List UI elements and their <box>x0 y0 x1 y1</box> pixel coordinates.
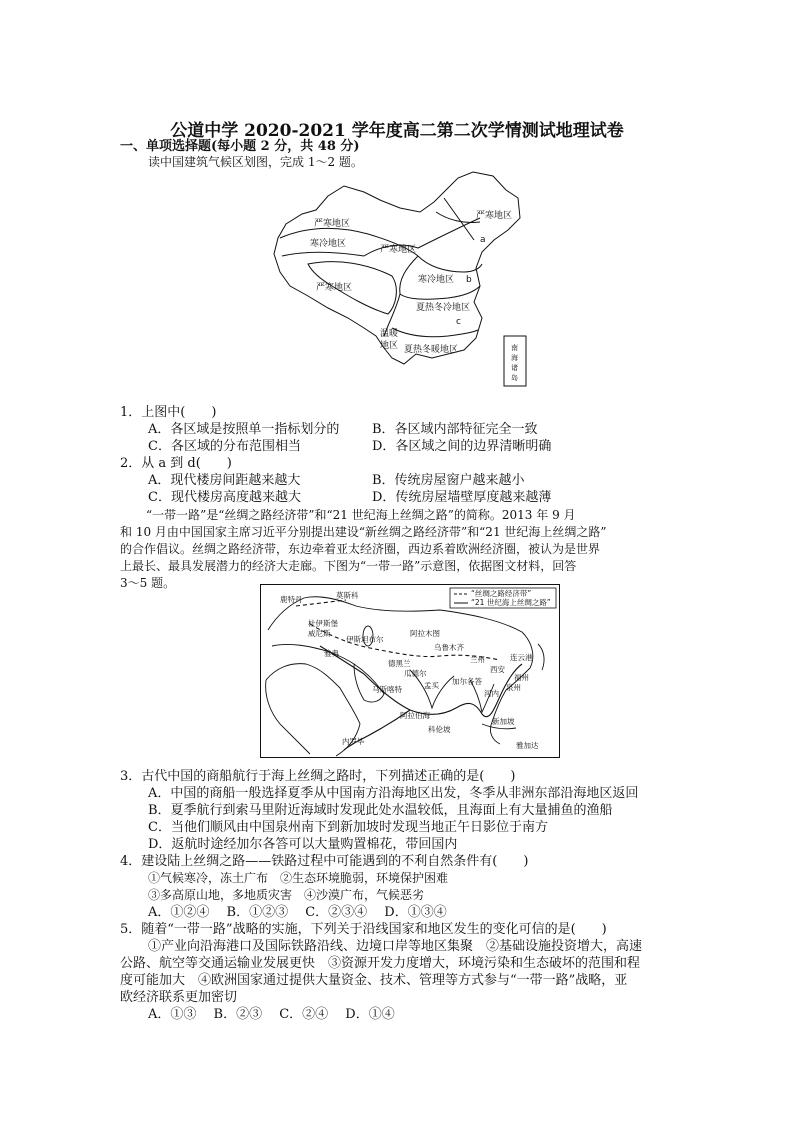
q1-option-b: B．各区域内部特征完全一致 <box>372 422 538 437</box>
section-heading: 一、单项选择题(每小题 2 分，共 48 分) <box>120 139 360 154</box>
exam-title: 公道中学 2020-2021 学年度高二第二次学情测试地理试卷 <box>170 121 624 141</box>
place-label: 福州 <box>514 673 529 682</box>
q2-stem: 2．从 a 到 d( ) <box>120 456 232 471</box>
passage-line: 上最长、最具发展潜力的经济大走廊。下图为“一带一路”示意图，依据图文材料，回答 <box>120 559 577 573</box>
passage-line: 和 10 月由中国国家主席习近平分别提出建设“新丝绸之路经济带”和“21 世纪海上丝绸之路” <box>120 525 607 539</box>
q4-stem: 4．建设陆上丝绸之路——铁路过程中可能遇到的不利自然条件有( ) <box>120 854 529 869</box>
q3-option-b: B．夏季航行到索马里附近海域时发现此处水温较低，且海面上有大量捕鱼的渔船 <box>148 803 613 818</box>
q5-line: 欧经济联系更加密切 <box>120 990 238 1005</box>
legend-entry: “丝绸之路经济带” <box>471 589 532 598</box>
region-label: 寒冷地区 <box>418 275 455 285</box>
place-label: 科伦坡 <box>428 725 451 734</box>
place-label: 兰州 <box>470 655 485 664</box>
q3-option-d: D．返航时途经加尔各答可以大量购置棉花，带回国内 <box>148 837 458 852</box>
place-label: 乌鲁木齐 <box>434 643 464 652</box>
q3-option-c: C．当他们顺风由中国泉州南下到新加坡时发现当地正午日影位于南方 <box>148 820 548 835</box>
place-label: 河内 <box>484 689 499 698</box>
passage-line: “一带一路”是“丝绸之路经济带”和“21 世纪海上丝绸之路”的简称。2013 年 9 月 <box>146 508 576 522</box>
inset-label: 海 <box>511 354 518 362</box>
region-label: 夏热冬暖地区 <box>404 345 459 355</box>
q4-options-line: ①气候寒冷，冻土广布 ②生态环境脆弱，环境保护困难 <box>148 871 449 885</box>
inset-label: 岛 <box>511 374 518 382</box>
q1-option-a: A．各区域是按照单一指标划分的 <box>148 422 340 437</box>
place-label: 杜伊斯堡 <box>308 619 338 628</box>
place-label: 鹿特丹 <box>280 595 303 604</box>
q3-option-a: A．中国的商船一般选择夏季从中国南方沿海地区出发，冬季从非洲东部沿海地区返回 <box>148 786 639 801</box>
place-label: 瓜德尔 <box>404 669 427 678</box>
place-label: 雅典 <box>324 649 339 658</box>
legend-entry: “21 世纪海上丝绸之路” <box>471 598 551 607</box>
place-label: 威尼斯 <box>308 629 331 638</box>
q5-line: 度可能加大 ④欧洲国家通过提供大量资金、技术、管理等方式参与“一带一路”战略，亚 <box>120 973 628 988</box>
place-label: 加尔各答 <box>452 677 482 686</box>
region-label: 寒冷地区 <box>310 239 347 249</box>
q5-line: ①产业向沿海港口及国际铁路沿线、边境口岸等地区集聚 ②基础设施投资增大，高速 <box>148 939 643 954</box>
q3-stem: 3．古代中国的商船航行于海上丝绸之路时，下列描述正确的是( ) <box>120 769 516 784</box>
point-label: b <box>466 275 472 285</box>
place-label: 伊斯坦布尔 <box>346 635 384 644</box>
q4-options-line: ③多高原山地，多地质灾害 ④沙漠广布，气候恶劣 <box>148 888 425 902</box>
region-label: 地区 <box>380 341 399 351</box>
inset-label: 诸 <box>511 364 518 372</box>
inset-label: 南 <box>511 344 518 352</box>
place-label: 雅加达 <box>516 741 539 750</box>
place-label: 新加坡 <box>492 717 515 726</box>
place-label: 莫斯科 <box>336 591 359 600</box>
place-label: 西安 <box>490 665 505 674</box>
place-label: 内罗毕 <box>342 737 365 746</box>
q1-option-d: D．各区域之间的边界清晰明确 <box>372 439 552 454</box>
q2-option-a: A．现代楼房间距越来越大 <box>148 473 301 488</box>
place-label: 泉州 <box>506 683 521 692</box>
q1-option-c: C．各区域的分布范围相当 <box>148 439 301 454</box>
place-label: 德黑兰 <box>388 659 411 668</box>
place-label: 马斯喀特 <box>372 685 402 694</box>
point-label: c <box>456 317 461 327</box>
q2-option-b: B．传统房屋窗户越来越小 <box>372 473 525 488</box>
region-label: 温暖 <box>380 329 399 339</box>
region-label: 严寒地区 <box>380 245 417 255</box>
q2-option-c: C．现代楼房高度越来越大 <box>148 490 301 505</box>
place-label: 阿拉木图 <box>410 629 440 638</box>
belt-road-map <box>260 584 560 758</box>
q5-stem: 5．随着“一带一路”战略的实施，下列关于沿线国家和地区发生的变化可信的是( ) <box>120 922 607 937</box>
china-climate-map <box>268 168 530 400</box>
q4-choices: A．①②④ B．①②③ C．②③④ D．①③④ <box>148 905 447 920</box>
q2-option-d: D．传统房屋墙壁厚度越来越薄 <box>372 490 552 505</box>
region-label: 严寒地区 <box>314 219 351 229</box>
region-label: 严寒地区 <box>476 211 513 221</box>
region-label: 夏热冬冷地区 <box>416 303 471 313</box>
passage-line: 的合作倡议。丝绸之路经济带，东边牵着亚太经济圈，西边系着欧洲经济圈，被认为是世界 <box>120 542 601 556</box>
q5-line: 公路、航空等交通运输业发展更快 ③资源开发力度增大，环境污染和生态破坏的范围和程 <box>120 956 641 971</box>
point-label: a <box>480 235 486 245</box>
place-label: 阿拉伯海 <box>400 711 430 720</box>
place-label: 连云港 <box>510 653 533 662</box>
place-label: 孟买 <box>424 681 439 690</box>
region-label: 严寒地区 <box>316 283 353 293</box>
q1-stem: 1．上图中( ) <box>120 405 217 420</box>
q5-choices: A．①③ B．②③ C．②④ D．①④ <box>148 1007 395 1022</box>
passage-line: 3～5 题。 <box>120 576 176 590</box>
map-intro: 读中国建筑气候区划图，完成 1～2 题。 <box>148 155 363 169</box>
